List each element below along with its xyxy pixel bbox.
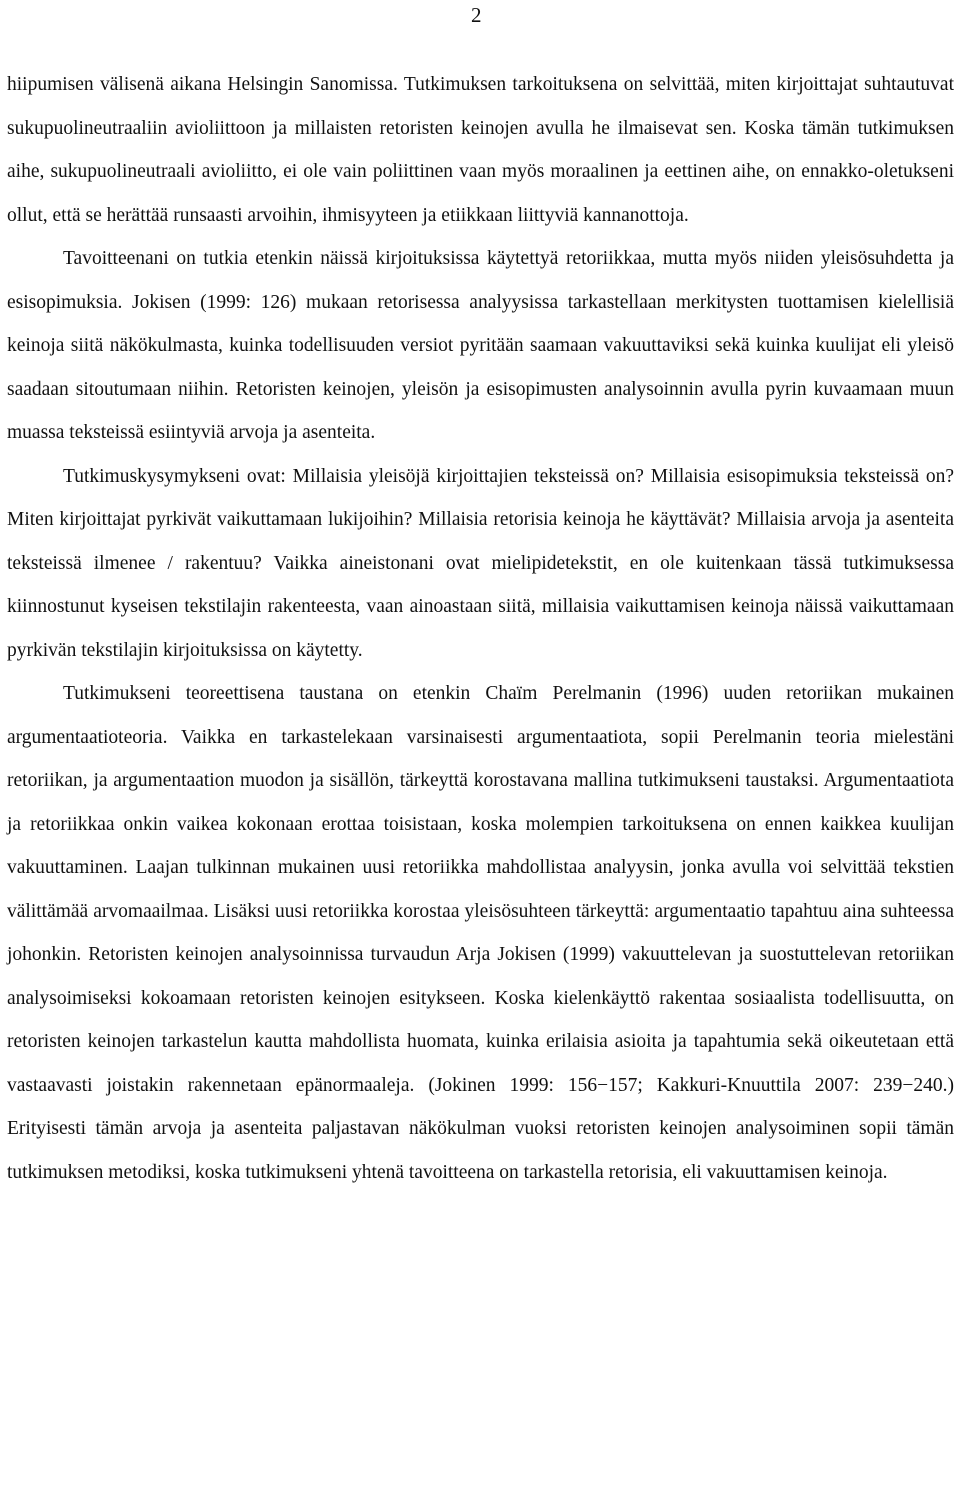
page-number: 2 [471, 3, 482, 27]
paragraph-intro: hiipumisen välisenä aikana Helsingin Sanomissa. Tutkimuksen tarkoituksena on selvittää, miten kirjoittajat suhtautuvat sukupuolineutraaliin avioliittoon ja millaisten retoristen keinojen avulla he ilmaisevat sen. Koska tämän tutkimuksen aihe, sukupuolineutraali avioliitto, ei ole vain poliittinen vaan myös moraalinen ja eettinen aihe, on ennakko-oletukseni ollut, että se herättää runsaasti arvoihin, ihmisyyteen ja etiikkaan liittyviä kannanottoja. [7, 74, 954, 226]
body-text [7, 63, 954, 1194]
paragraph-research-questions: Tutkimuskysymykseni ovat: Millaisia yleisöjä kirjoittajien teksteissä on? Millaisia esisopimuksia teksteissä on? Miten kirjoittajat pyrkivät vaikuttamaan lukijoihin? Millaisia retorisia keinoja he käyttävät? Millaisia arvoja ja asenteita teksteissä ilmenee / rakentuu? Vaikka aineistonani ovat mielipidetekstit, en ole kuitenkaan tässä tutkimuksessa kiinnostunut kyseisen tekstilajin rakenteesta, vaan ainoastaan siitä, millaisia vaikuttamisen keinoja näissä vaikuttamaan pyrkivän tekstilajin kirjoituksissa on käytetty. [7, 465, 954, 661]
paragraph-theory: Tutkimukseni teoreettisena taustana on etenkin Chaïm Perelmanin (1996) uuden retoriikan mukainen argumentaatioteoria. Vaikka en tarkastelekaan varsinaisesti argumentaatiota, sopii Perelmanin teoria mielestäni retoriikan, ja argumentaation muodon ja sisällön, tärkeyttä korostavana mallina tutkimukseni taustaksi. Argumentaatiota ja retoriikkaa onkin vaikea kokonaan erottaa toisistaan, koska molempien tarkoituksena on ennen kaikkea kuulijan vakuuttaminen. Laajan tulkinnan mukainen uusi retoriikka mahdollistaa analyysin, jonka avulla voi selvittää tekstien välittämää arvomaailmaa. Lisäksi uusi retoriikka korostaa yleisösuhteen tärkeyttä: argumentaatio tapahtuu aina suhteessa johonkin. Retoristen keinojen analysoinnissa turvaudun Arja Jokisen (1999) vakuuttelevan ja suostuttelevan retoriikan analysoimiseksi kokoamaan retoristen keinojen esitykseen. Koska kielenkäyttö rakentaa sosiaalista todellisuutta, on retoristen keinojen tarkastelun kautta mahdollista huomata, kuinka erilaisia asioita ja tapahtumia sekä oikeutetaan että vastaavasti joistakin rakennetaan epänormaaleja. (Jokinen 1999: 156−157; Kakkuri-Knuuttila 2007: 239−240.) Erityisesti tämän arvoja ja asenteita paljastavan näkökulman vuoksi retoristen keinojen analysoiminen sopii tämän tutkimuksen metodiksi, koska tutkimukseni yhtenä tavoitteena on tarkastella retorisia, eli vakuuttamisen keinoja. [7, 683, 954, 1183]
paragraph-goals: Tavoitteenani on tutkia etenkin näissä kirjoituksissa käytettyä retoriikkaa, mutta myös niiden yleisösuhdetta ja esisopimuksia. Jokisen (1999: 126) mukaan retorisessa analyysissa tarkastellaan merkitysten tuottamisen kielellisiä keinoja siitä näkökulmasta, kuinka todellisuuden versiot pyritään saamaan vakuuttaviksi sekä kuinka kuulijat eli yleisö saadaan sitoutumaan niihin. Retoristen keinojen, yleisön ja esisopimusten analysoinnin avulla pyrin kuvaamaan muun muassa teksteissä esiintyviä arvoja ja asenteita. [7, 248, 954, 443]
